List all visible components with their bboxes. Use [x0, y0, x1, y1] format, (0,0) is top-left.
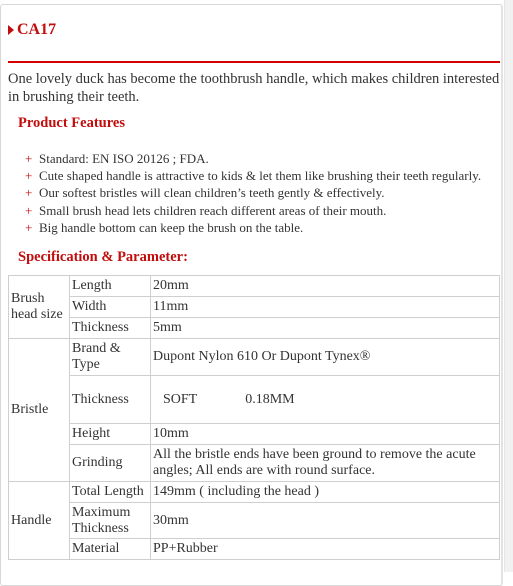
feature-text: Big handle bottom can keep the brush on the table.: [39, 219, 304, 235]
group-handle: Handle: [9, 482, 70, 560]
param-label: Grinding: [70, 445, 151, 482]
product-title: [8, 19, 56, 41]
param-value: [151, 376, 500, 424]
table-row: [9, 339, 500, 376]
plus-icon: +: [25, 202, 33, 218]
group-bristle: Bristle: [9, 339, 70, 482]
param-label: Width: [70, 297, 151, 318]
product-code: CA17: [17, 21, 57, 38]
param-label: Thickness: [70, 318, 151, 339]
diameter-value: 0.18MM: [245, 391, 295, 407]
plus-icon: +: [25, 168, 33, 184]
table-row: [9, 482, 500, 503]
param-value: All the bristle ends have been ground to remove the acute angles; All ends are with round surface.: [151, 445, 500, 482]
feature-text: Cute shaped handle is attractive to kids & let them like brushing their teeth regularly.: [39, 168, 482, 184]
feature-item: [25, 184, 481, 201]
param-label: Brand & Type: [70, 339, 151, 376]
feature-item: [25, 219, 481, 236]
features-list: [25, 150, 481, 236]
table-row: [9, 503, 500, 539]
spec-table: [8, 275, 500, 560]
param-value: Dupont Nylon 610 Or Dupont Tynex®: [151, 339, 500, 376]
table-row: [9, 539, 500, 560]
table-row: [9, 276, 500, 297]
feature-item: [25, 167, 481, 184]
title-divider: [8, 61, 500, 63]
param-label: Total Length: [70, 482, 151, 503]
features-heading: Product Features: [18, 115, 125, 131]
param-value: 10mm: [151, 424, 500, 445]
feature-item: [25, 150, 481, 167]
feature-item: [25, 202, 481, 219]
param-label: Length: [70, 276, 151, 297]
param-value: 5mm: [151, 318, 500, 339]
table-row: [9, 445, 500, 482]
param-label: Thickness: [70, 376, 151, 424]
plus-icon: +: [25, 219, 33, 235]
table-row: [9, 318, 500, 339]
param-value: 11mm: [151, 297, 500, 318]
plus-icon: +: [25, 185, 33, 201]
feature-text: Standard: EN ISO 20126 ; FDA.: [39, 151, 209, 166]
plus-icon: +: [25, 151, 33, 166]
feature-text: Small brush head lets children reach different areas of their mouth.: [39, 202, 387, 218]
table-row: [9, 297, 500, 318]
scrollbar-track[interactable]: [504, 0, 513, 572]
group-brush-head: Brush head size: [9, 276, 70, 339]
table-row: [9, 376, 500, 424]
feature-text: Our softest bristles will clean children’s teeth gently & effectively.: [39, 185, 385, 201]
param-value: 30mm: [151, 503, 500, 539]
softness-value: SOFT: [163, 391, 198, 407]
param-value: 20mm: [151, 276, 500, 297]
param-label: Height: [70, 424, 151, 445]
table-row: [9, 424, 500, 445]
triangle-right-icon: [8, 25, 14, 35]
param-label: Material: [70, 539, 151, 560]
product-intro: One lovely duck has become the toothbrush handle, which makes children interested in brushing their teeth.: [8, 71, 500, 105]
param-value: PP+Rubber: [151, 539, 500, 560]
param-value: 149mm ( including the head ): [151, 482, 500, 503]
param-label: Maximum Thickness: [70, 503, 151, 539]
spec-heading: Specification & Parameter:: [18, 249, 188, 265]
